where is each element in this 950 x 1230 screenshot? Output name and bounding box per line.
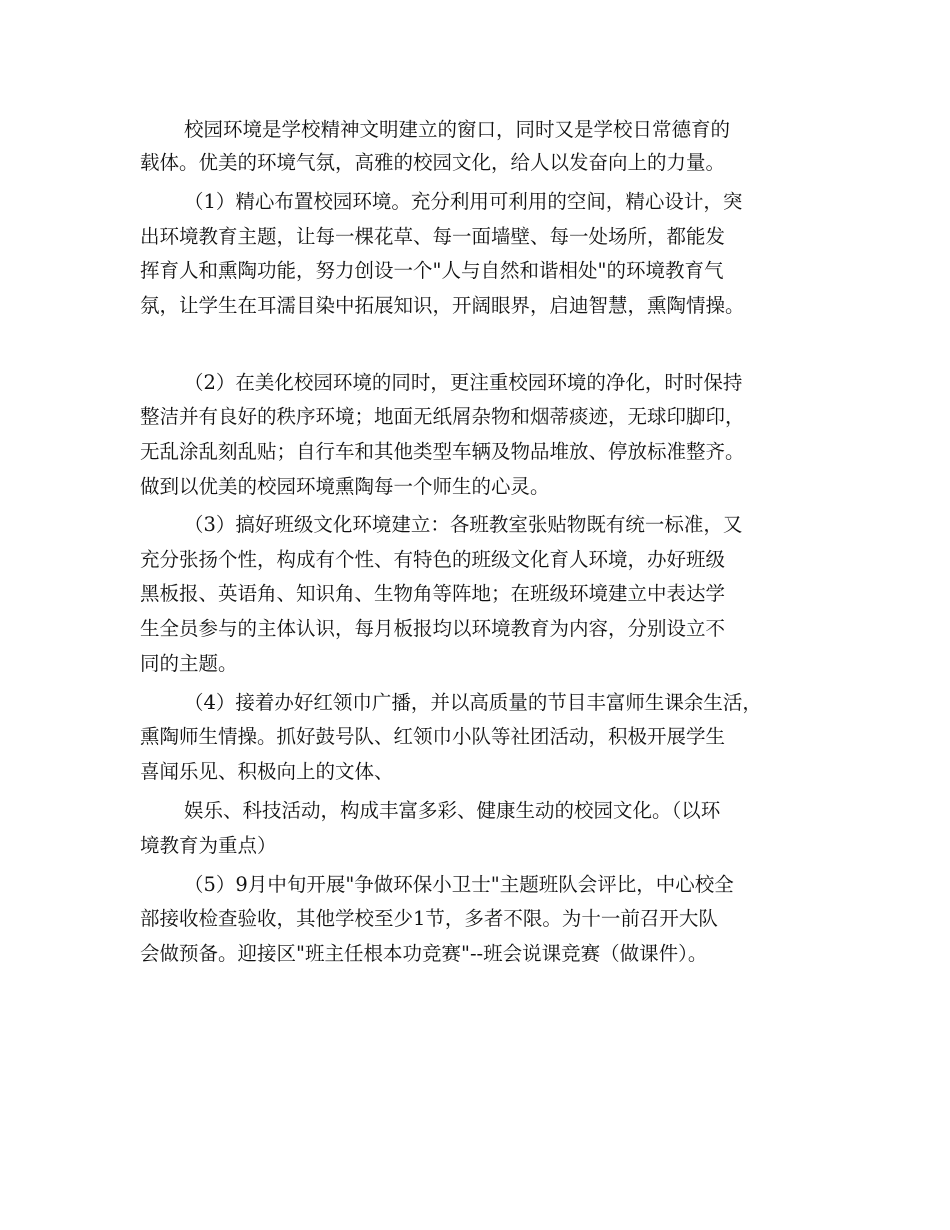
text-line: （2）在美化校园环境的同时，更注重校园环境的净化，时时保持	[184, 371, 743, 394]
text-line: 做到以优美的校园环境熏陶每一个师生的心灵。	[140, 475, 550, 498]
text-line: （1）精心布置校园环境。充分利用可利用的空间，精心设计，突	[184, 190, 743, 213]
text-line: 部接收检查验收，其他学校至少1节，多者不限。为十一前召开大队	[140, 907, 718, 930]
text-line: （4）接着办好红领巾广播，并以高质量的节目丰富师生课余生活，	[184, 691, 762, 714]
text-line: 境教育为重点）	[140, 834, 277, 857]
text-line: 整洁并有良好的秩序环境；地面无纸屑杂物和烟蒂痰迹，无球印脚印，	[140, 405, 745, 428]
text-line: 熏陶师生情操。抓好鼓号队、红领巾小队等社团活动，积极开展学生	[140, 725, 726, 748]
text-line: 喜闻乐见、积极向上的文体、	[140, 760, 394, 783]
text-line: 娱乐、科技活动，构成丰富多彩、健康生动的校园文化。（以环	[184, 799, 721, 822]
text-line: 充分张扬个性，构成有个性、有特色的班级文化育人环境，办好班级	[140, 548, 726, 571]
text-line: 氛，让学生在耳濡目染中拓展知识，开阔眼界，启迪智慧，熏陶情操。	[140, 294, 745, 317]
text-line: 无乱涂乱刻乱贴；自行车和其他类型车辆及物品堆放、停放标准整齐。	[140, 440, 745, 463]
text-line: 生全员参与的主体认识，每月板报均以环境教育为内容，分别设立不	[140, 617, 726, 640]
text-line: 同的主题。	[140, 652, 238, 675]
text-line: 校园环境是学校精神文明建立的窗口，同时又是学校日常德育的	[184, 118, 731, 141]
text-line: （3）搞好班级文化环境建立：各班教室张贴物既有统一标准，又	[184, 513, 743, 536]
text-line: 出环境教育主题，让每一棵花草、每一面墙壁、每一处场所，都能发	[140, 225, 726, 248]
text-line: 挥育人和熏陶功能，努力创设一个"人与自然和谐相处"的环境教育气	[140, 259, 724, 282]
text-line: （5）9月中旬开展"争做环保小卫士"主题班队会评比，中心校全	[184, 873, 734, 896]
text-line: 黑板报、英语角、知识角、生物角等阵地；在班级环境建立中表达学	[140, 582, 726, 605]
text-line: 载体。优美的环境气氛，高雅的校园文化，给人以发奋向上的力量。	[140, 151, 726, 174]
text-line: 会做预备。迎接区"班主任根本功竞赛"--班会说课竞赛（做课件）。	[140, 942, 708, 965]
